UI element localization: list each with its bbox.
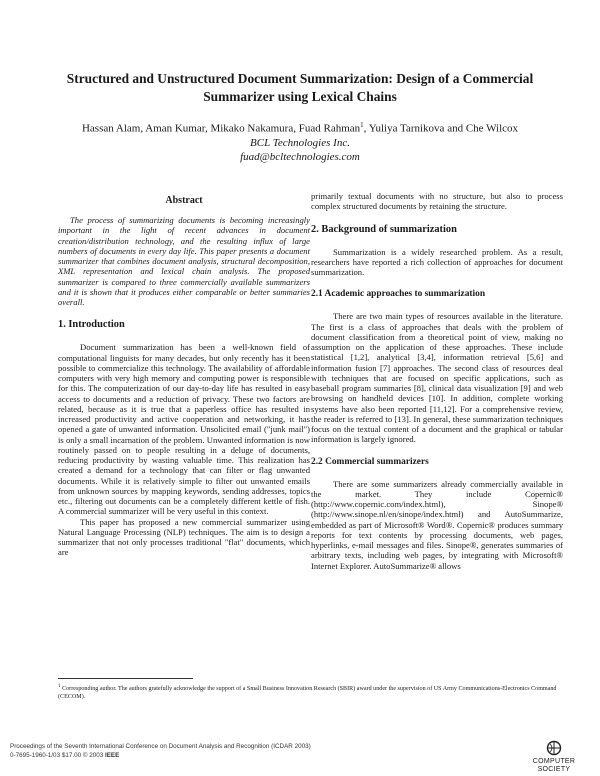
author-list-rest: , Yuliya Tarnikova and Che Wilcox	[363, 122, 519, 135]
author-footnote-mark: 1	[360, 121, 364, 129]
section-1-paragraph-1: Document summarization has been a well-known field of computational linguists for many decades, but only recently has it been possible to commercialize this technology. The availability of affordable computers with very high memory and computing power is responsible for this. The computerization of our day-to-day life has resulted in easy access to documents and a reduction of privacy. These two factors are related, because as it is true that a paperless office has resulted in increased productivity and active cooperation and networking, it has opened a gate of unwanted information. Unsolicited email ("junk mail") is only a small incarnation of the problem. Unwanted information is now routinely passed on to people resulting in a deluge of documents, reducing productivity by wasting valuable time. This realization has created a demand for a technology that can filter or flag unwanted documents. While it is relatively simple to filter out unwanted emails from unknown sources by mapping keywords, sending addresses, topics etc., filtering out documents can be a completely different kettle of fish. A commercial summarizer will be very useful in this context.	[58, 342, 310, 517]
proceedings-line-1: Proceedings of the Seventh International Conference on Document Analysis and Recognition (ICDAR 2003)	[10, 743, 311, 750]
right-column	[311, 191, 563, 571]
title-line-1: Structured and Unstructured Document Summarization: Design of a Commercial	[66, 71, 534, 86]
section-2-heading: 2. Background of summarization	[311, 223, 457, 235]
footnote-mark: 1	[58, 683, 61, 689]
email[interactable]: fuad@bcltechnologies.com	[240, 150, 360, 163]
abstract-heading: Abstract	[165, 195, 203, 206]
section-2-2-heading: 2.2 Commercial summarizers	[311, 456, 429, 467]
logo-line-1: COMPUTER	[532, 758, 576, 765]
section-2-1-paragraph: There are two main types of resources available in the literature. The first is a class of approaches that deals with the problem of document classification from a theoretical point of view, making no assumption on the application of these approaches. These include statistical [1,2], analytical [3,4], information retrieval [5,6] and information fusion [7] approaches. The second class of resources deal with techniques that are focused on specific applications, such as baseball program summaries [8], clinical data visualization [9] and web browsing on handheld devices [10]. In addition, complete working systems have also been reported [11,12]. For a comprehensive review, the reader is referred to [13]. In general, these summarization techniques focus on the textual content of a document and the graphical or tabular information is largely ignored.	[311, 311, 563, 445]
author-block	[40, 118, 560, 164]
proceedings-footer	[10, 742, 530, 760]
section-2-2-paragraph: There are some summarizers already commercially available in the market. They include Copernic® (http://www.copernic.com/index.html), Sinope® (http://www.sinope.nl/en/sinope/index.html) and AutoSummarize, embedded as part of Microsoft® Word®. Copernic® produces summary reports for text contents by processing documents, web pages, hyperlinks, e-mail messages and files. Sinope®, generates summaries of arbitrary texts, including web pages, by integrating with Microsoft® Internet Explorer. AutoSummarize® allows	[311, 478, 563, 571]
paper-title	[50, 70, 550, 106]
title-line-2: Summarizer using Lexical Chains	[203, 89, 397, 104]
computer-society-wordmark	[521, 758, 587, 773]
affiliation: BCL Technologies Inc.	[250, 136, 350, 149]
ieee-mark: IEEE	[104, 752, 120, 759]
logo-line-2: SOCIETY	[537, 765, 571, 773]
left-column	[58, 193, 310, 558]
section-1-paragraph-2: This paper has proposed a new commercial summarizer using Natural Language Processing (NLP) techniques. The aim is to design a summarizer that not only processes traditional "flat" documents, which are	[58, 516, 310, 558]
footnote	[58, 683, 563, 701]
footnote-text: Corresponding author. The authors gratefully acknowledge the support of a Small Business Innovation Research (SBIR) award under the supervision of US Army Communications-Electronics Command (CECOM).	[58, 686, 557, 700]
proceedings-line-2: 0-7695-1960-1/03 $17.00 © 2003	[10, 752, 104, 759]
section-1-heading: 1. Introduction	[58, 319, 125, 331]
section-2-paragraph-1: Summarization is a widely researched problem. As a result, researchers have reported a rich collection of approaches for document summarization.	[311, 246, 563, 277]
section-2-1-heading: 2.1 Academic approaches to summarization	[311, 289, 486, 300]
author-list: Hassan Alam, Aman Kumar, Mikako Nakamura, Fuad Rahman	[81, 122, 361, 135]
footnote-divider	[58, 678, 193, 679]
section-1-continuation: primarily textual documents with no structure, but also to process complex structured documents by retaining the structure.	[311, 191, 563, 212]
abstract-text: The process of summarizing documents is becoming increasingly important in the light of recent advances in document creation/distribution technology, and the resulting influx of large numbers of documents in every day life. This paper presents a document summarizer that combines document analysis, structural decomposition, XML representation and lexical chain analysis. The proposed summarizer is compared to three commercially available summarizers and it is shown that it produces either comparable or better summaries overall.	[58, 215, 310, 307]
